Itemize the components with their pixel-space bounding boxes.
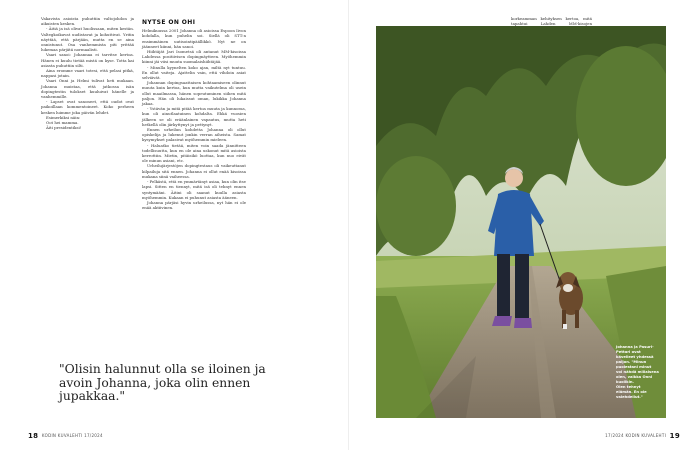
body-paragraph: Ennen urheilun kohdetta Johanna oli ollut opiskelija ja lukenut jonkin verran aiheista. Samat kysymykset palasivat myöhemmin mieleen. <box>142 127 246 143</box>
caption-line: Johanna ja Pasuri- <box>616 345 654 349</box>
page-number-right: 19 <box>669 432 680 440</box>
caption-line: olen, vaikka Onni <box>616 375 653 379</box>
caption-line: valehdellut." <box>616 395 643 399</box>
body-paragraph: - Ystävän ja mitä pitää kertoa muuta ja kunnossa, kun oli ainutlaatuinen kohdalta. Ehkä vuosien jälkeen se oli eräänlainen vapautus, mutta heti hetkellä olin järkyttynyt ja pettynyt. <box>142 106 246 127</box>
body-paragraph: - Pelkästä, että en ymmärtänyt asiaa, kun olin itse lapsi. Sitten en tiennyt, mitä isä oli tehnyt ennen syntymääni. Äitini oli saanut kuulla asiasta myöhemmin. Kukaan ei puhunut asiasta ääneen. <box>142 179 246 200</box>
page-folio-left <box>28 432 103 440</box>
body-paragraph: Esimerkiksi näin: <box>46 114 81 120</box>
body-paragraph: Hiihtäjät Jari Isometsä oli antanut MM-kisoissa Lahdessa positiivisen dopingnäytteen. Myöhemmin kiinni jäi viisi muuta suomalaishiihtäjää. <box>142 49 246 65</box>
body-paragraph: Johanna pärjäsi hyvin urheilussa, nyt hän ei ole enää aktiivinen. <box>142 199 246 211</box>
photo-caption <box>616 345 664 400</box>
body-paragraph: Oot hei mamma. <box>46 120 79 126</box>
body-paragraph: Urheilujärjestöjen dopingtestaus oli vaikeuttanut kilpailuja sitä ennen. Johanna ei ollut enää kisoissa mukana siinä vaiheessa. <box>142 163 246 179</box>
caption-line: elämän. En ole <box>616 390 647 394</box>
pull-quote: "Olisin halunnut olla se iloinen ja avoin Johanna, joka olin ennen jupakkaa." <box>59 362 266 404</box>
body-paragraph: Äiti presidentiksi! <box>46 125 82 131</box>
body-paragraph: Vaari Onni ja Helmi tulivat heti mukaan. Johanna muistaa, että jatkossa isän dopingtestin tulokset kuuluivat hänelle ja vanhemmille. <box>41 78 134 100</box>
caption-line: kuolikin. <box>616 380 634 384</box>
body-paragraph: Vaari sanoi: Johannaa ei tarvitse kertoa. Hänen ei kuulu tietää mistä on kyse. Totta kai asiasta puhuttiin silti. <box>41 52 134 68</box>
left-column-1 <box>41 16 134 130</box>
body-paragraph: Aina eromme vaari totesi, että pelasi pitkä, nappasi jotain. <box>41 68 134 79</box>
left-column-2 <box>142 16 246 210</box>
body-paragraph: - Äitiä ja isä olivat huolissaan, miten kestän. Valtegkoikuvat uudistavat ja kohuttivat. Yritin näyttää, että pärjään, mutta en se aina onnistunut. Osa vanhemmista piti yrittää lukemaa pärjätä normaalisti. <box>41 26 134 53</box>
body-paragraph: Helmikuussa 2001 Johanna oli asioissa Espoon Iivon kohdalla, kun puhelin soi. Siellä oli STT:n ensimmäinen uutisointipäällikkö. Nyt ne on jäänneet kiinni, hän sanoi. <box>142 28 246 49</box>
magazine-issue: KODIN KUVALEHTI 17/2024 <box>41 433 103 438</box>
body-paragraph: - Haluatko tietää, miten voin saada jännitteen todellisuutta, kun en ole aina uskonut mitä asioista kerrottiin. Mietin, pitäisikö luottaa, kun nuo eivät ole minun asiani, etc. <box>142 142 246 164</box>
page-number: 18 <box>28 432 39 440</box>
caption-line: puolestani minut <box>616 365 652 369</box>
body-paragraph: - Minulla kyynelten koko ajan, miltä nyt tuntuu. En ollut vaiteja. Ajattelin vain, että vihdoin asiat selviävät. <box>142 64 246 81</box>
caption-line: Olen tehnyt <box>616 385 641 389</box>
caption-line: kävelleet yhdessä <box>616 355 654 359</box>
page-folio-right <box>605 432 680 440</box>
body-paragraph: - Lapset ovat sanoneet, että oudot ovat paikoillaan kommentoineet. Koko perheen kesken luimme joka päivän lehdet. <box>41 99 134 115</box>
right-page <box>348 0 696 450</box>
magazine-issue-right: 17/2024 KODIN KUVALEHTI <box>605 433 667 438</box>
body-paragraph: Vakavista asioista puhuttiin valtojohdon ja aikuisten kesken. <box>41 16 134 27</box>
caption-line: paljon. "Minun <box>616 360 647 364</box>
body-paragraph: korkeamman kehityksen kertoa, mitä tapahtui Lahden MM-kisojen <box>511 16 592 27</box>
caption-line: Pettari ovat <box>616 350 641 354</box>
section-subhead: NYTSE ON OHI <box>142 19 196 26</box>
caption-line: voi nähdä millaisena <box>616 370 659 374</box>
body-paragraph: Johannan dopingsaattaisen kohtaamiseen olinnut muuta kuin kertoa, kun mutta vaikutelma oli usein ollut maailmassa, hänen sopeutuminen siihen mitä paljon. Hän oli lukaissut oman, lukikka Johanna jakaa. <box>142 80 246 107</box>
